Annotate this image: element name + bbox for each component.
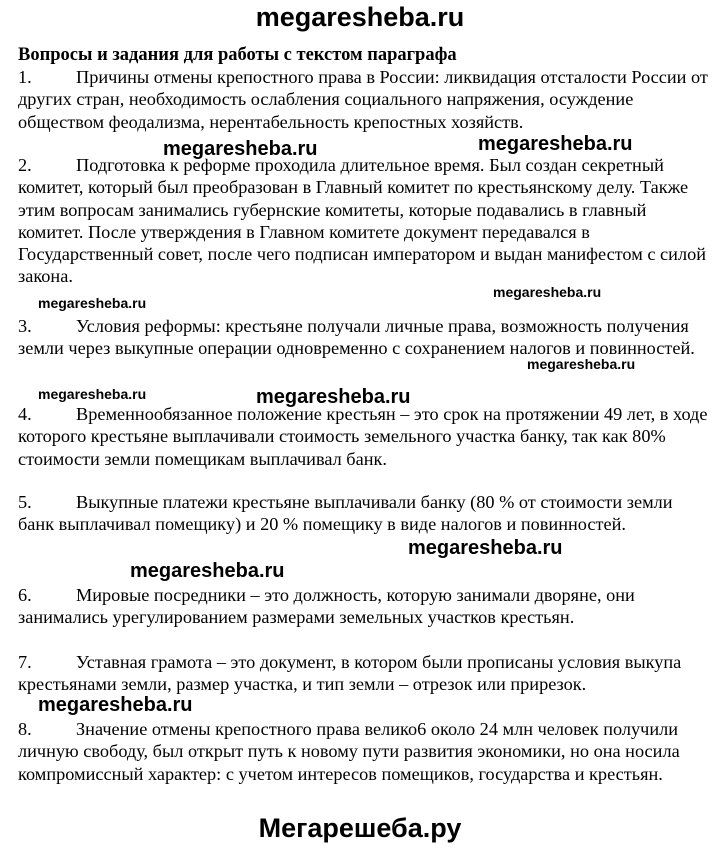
answer-number: 8. [18,719,32,739]
site-header: megaresheba.ru [255,2,465,32]
answer-number: 2. [18,155,32,175]
answer-item-5 [18,491,713,536]
answer-text: Причины отмены крепостного права в России: ликвидация отсталости России от других стран, необходимость ослабления социального напряжения, осуждение обществом феодализма, нерентабельность крепостных хозяйств. [18,67,708,132]
watermark: megaresheba.ru [38,386,147,402]
watermark: megaresheba.ru [130,560,285,582]
answer-number: 6. [18,585,32,605]
answer-text: Выкупные платежи крестьяне выплачивали банку (80 % от стоимости земли банк выплачивал помещику) и 20 % помещику в виде налогов и повинностей. [18,492,673,535]
answer-number: 4. [18,404,32,424]
answer-item-7 [18,651,713,696]
answer-item-1 [18,66,713,133]
answer-text: Подготовка к реформе проходила длительное время. Был создан секретный комитет, который был преобразован в Главный комитет по крестьянскому делу. Также этим вопросам занимались губернские комитеты, которые подавались в главный комитет. После утверждения в Главном комитете документ передавался в Государственный совет, после чего подписан императором и выдан манифестом с силой закона. [18,155,706,287]
answer-text: Мировые посредники – это должность, которую занимали дворяне, они занимались урегулированием размерами земельных участков крестьян. [18,585,635,628]
answer-number: 3. [18,316,32,336]
answer-text: Условия реформы: крестьяне получали личные права, возможность получения земли через выкупные операции одновременно с сохранением налогов и повинностей. [18,316,695,359]
watermark: megaresheba.ru [478,133,633,155]
answer-number: 7. [18,652,32,672]
answer-number: 5. [18,492,32,512]
watermark: megaresheba.ru [163,138,318,160]
answer-item-8 [18,718,713,785]
answer-number: 1. [18,67,32,87]
section-heading: Вопросы и задания для работы с текстом параграфа [18,45,457,65]
watermark: megaresheba.ru [493,284,602,300]
watermark: megaresheba.ru [38,295,147,311]
answer-text: Уставная грамота – это документ, в котором были прописаны условия выкупа крестьянами земли, размер участка, и тип земли – отрезок или прирезок. [18,652,682,695]
footer-title: Мегарешеба.ру [258,813,462,843]
watermark: megaresheba.ru [527,356,636,372]
answer-item-4 [18,403,713,470]
answer-text: Временнообязанное положение крестьян – это срок на протяжении 49 лет, в ходе которого крестьяне выплачивали стоимость земельного участка банку, так как 80% стоимости земли помещикам выплачивал банк. [18,404,708,469]
answer-item-2 [18,154,713,288]
watermark: megaresheba.ru [38,694,193,716]
answer-text: Значение отмены крепостного права велико6 около 24 млн человек получили личную свободу, был открыт путь к новому пути развития экономики, но она носила компромиссный характер: с учетом интересов помещиков, государства и крестьян. [18,719,680,784]
watermark: megaresheba.ru [256,386,411,408]
watermark: megaresheba.ru [408,537,563,559]
answer-item-6 [18,584,713,629]
answer-item-3 [18,315,713,360]
